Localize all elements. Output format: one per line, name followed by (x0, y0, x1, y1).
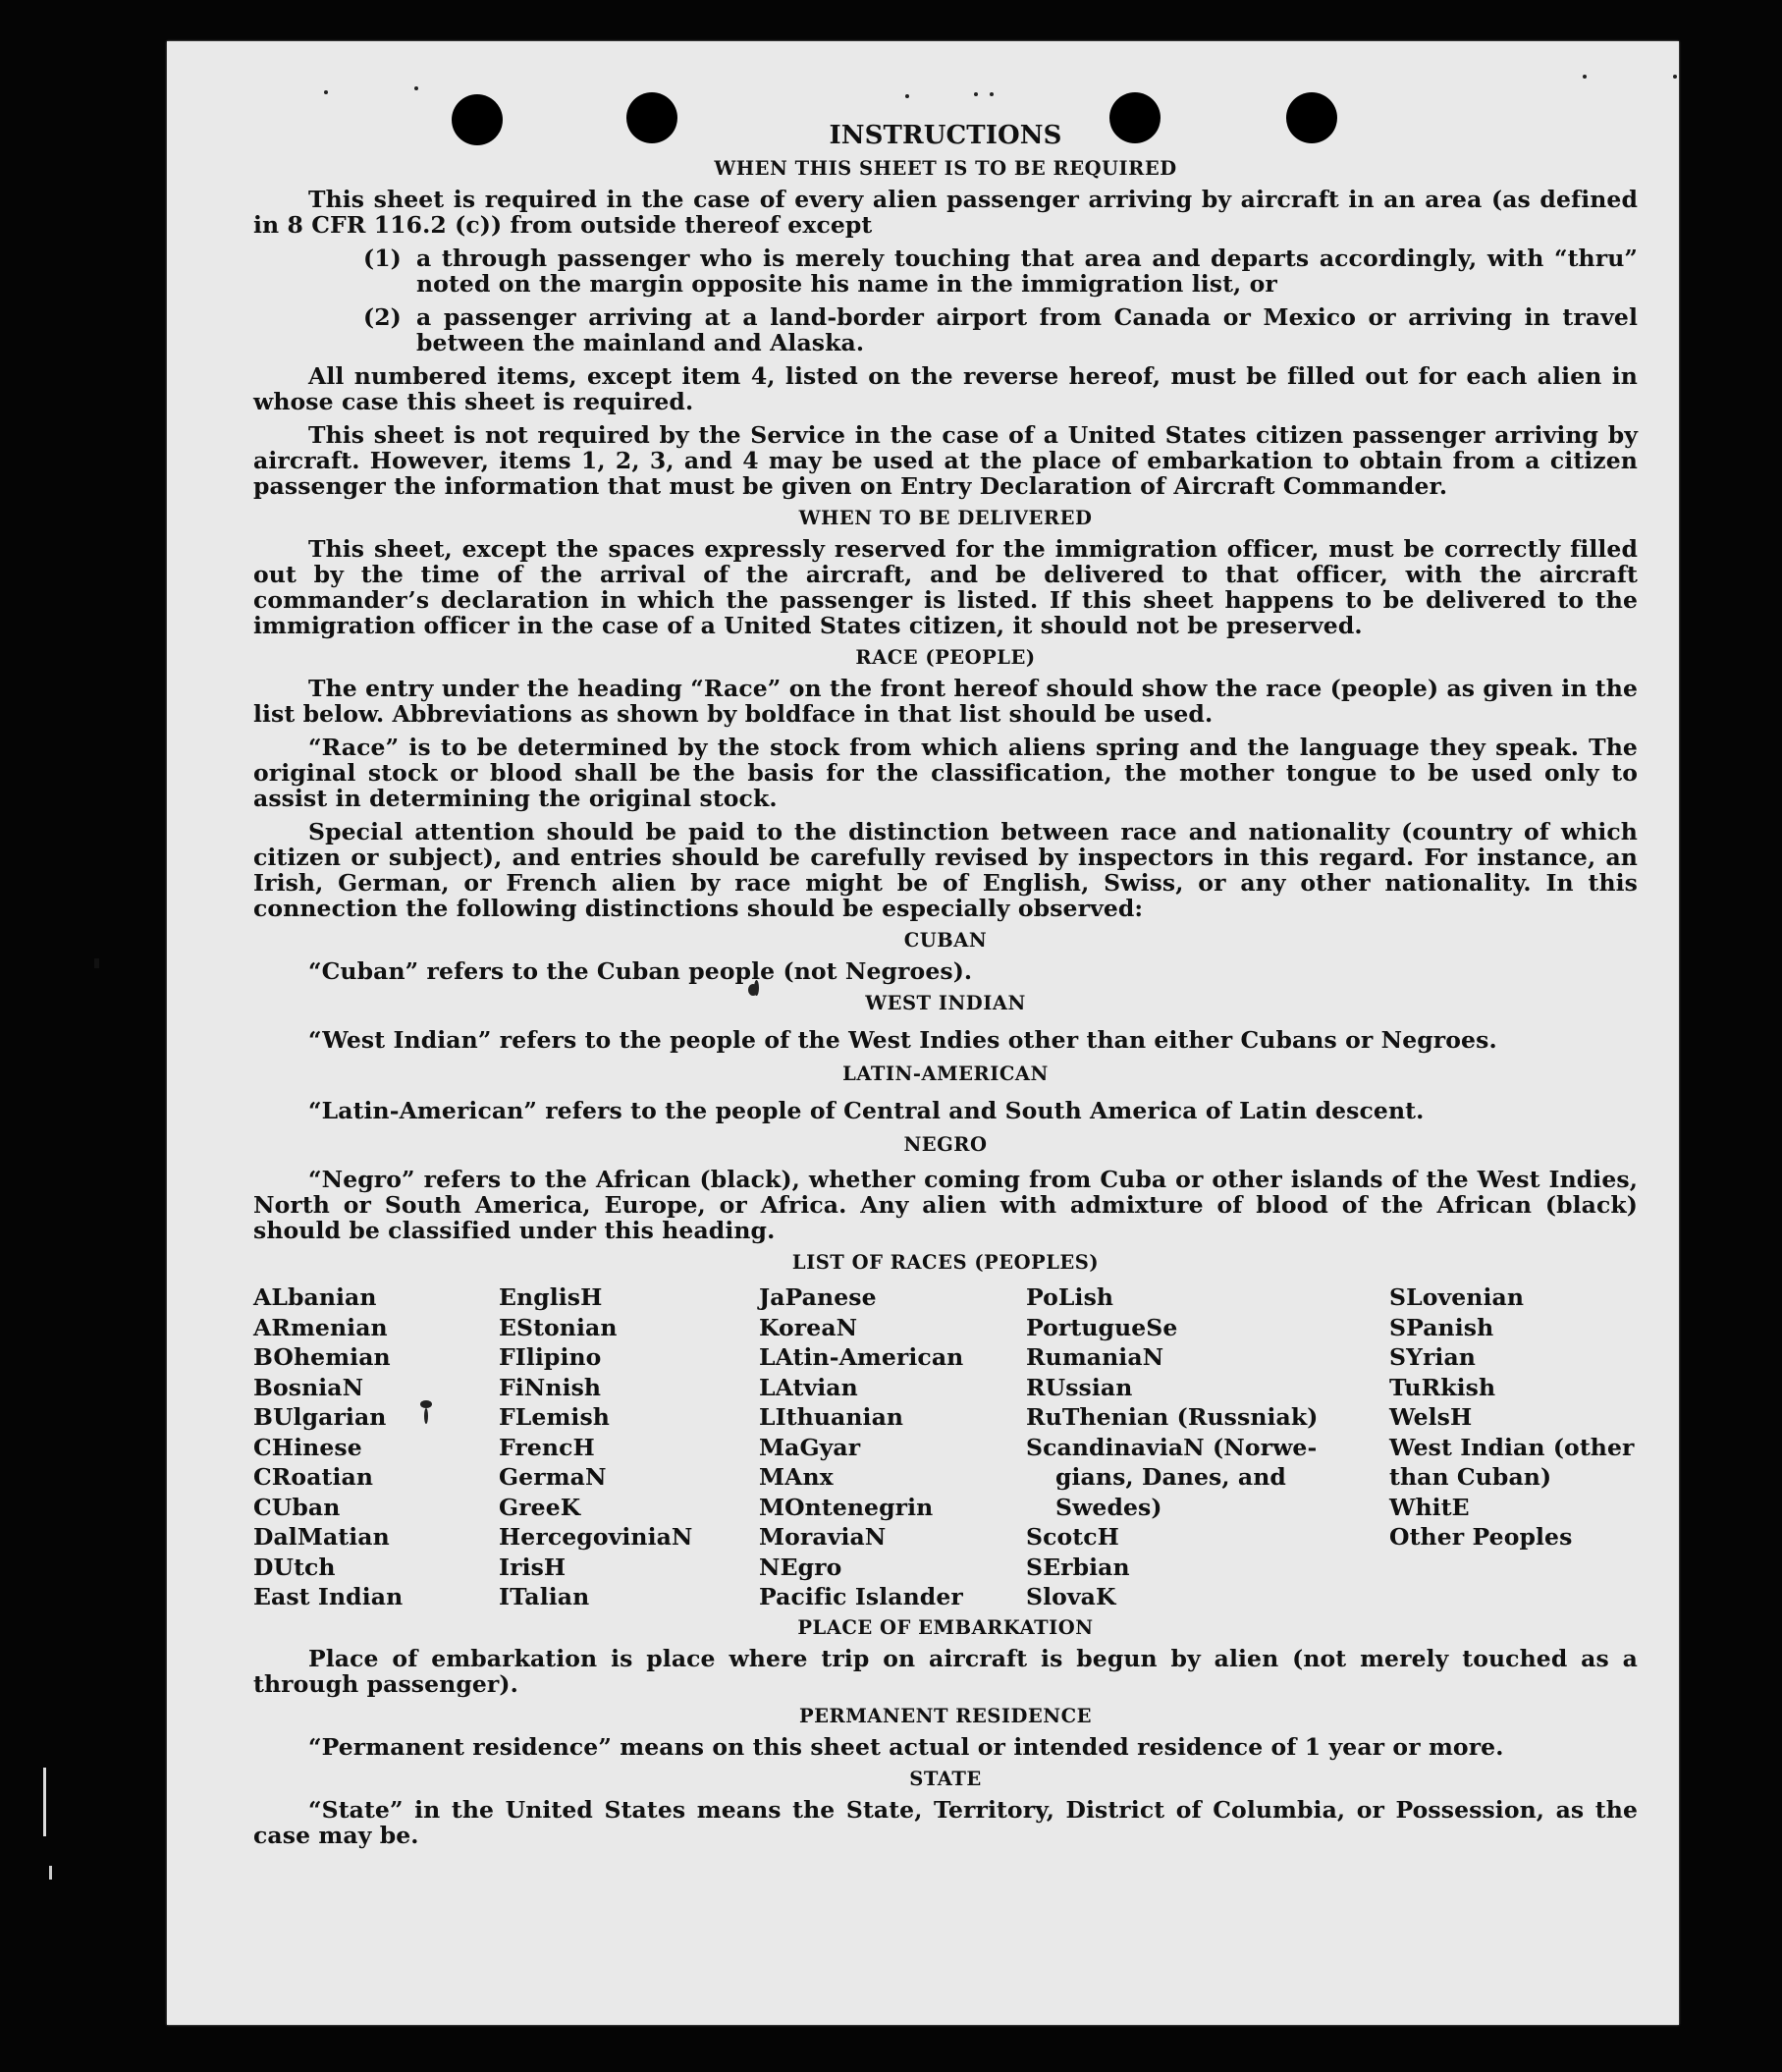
race-entry: Other Peoples (1389, 1523, 1573, 1551)
race-entry: EStonian (499, 1313, 618, 1341)
races-column (499, 1282, 759, 1612)
race-entry: CRoatian (253, 1463, 374, 1491)
race-entry: WhitE (1389, 1493, 1470, 1521)
race-entry: LAtvian (759, 1373, 858, 1401)
race-entry: than Cuban) (1389, 1463, 1552, 1491)
race-entry: SlovaK (1026, 1583, 1116, 1610)
race-entry: RuThenian (Russniak) (1026, 1403, 1319, 1431)
item-text: a passenger arriving at a land-border airport from Canada or Mexico or arriving in travel between the mainland and Alaska. (416, 303, 1638, 356)
scan-mark (94, 958, 99, 968)
race-entry: ARmenian (253, 1313, 388, 1341)
speck (974, 92, 978, 96)
paragraph: This sheet, except the spaces expressly reserved for the immigration officer, must be correctly filled out by the time of the arrival of the aircraft, and be delivered to that officer, with the aircraft commander’s declaration in which the passenger is listed. If this sheet happens to be delivered to the immigration officer in the case of a United States citizen, it should not be preserved. (253, 535, 1638, 639)
race-entry: TuRkish (1389, 1373, 1496, 1401)
paragraph: “Latin-American” refers to the people of Central and South America of Latin descent. (308, 1097, 1425, 1124)
paragraph: This sheet is required in the case of every alien passenger arriving by aircraft in an area (as defined in 8 CFR 116.2 (c)) from outside thereof except (253, 186, 1638, 239)
race-entry: ScandinaviaN (Norwe- (1026, 1433, 1318, 1461)
paragraph: “Race” is to be determined by the stock from which aliens spring and the language they speak. The original stock or blood shall be the basis for the classification, the mother tongue to be used only to assist in determining the original stock. (253, 734, 1638, 812)
race-entry: East Indian (253, 1583, 404, 1610)
race-entry: NEgro (759, 1553, 842, 1581)
race-entry: gians, Danes, and (1055, 1463, 1286, 1491)
race-entry: SYrian (1389, 1343, 1476, 1371)
races-column (759, 1282, 1026, 1612)
speck (1673, 75, 1677, 79)
race-entry: MaGyar (759, 1433, 861, 1461)
races-column (1026, 1282, 1321, 1612)
item-number: (2) (363, 303, 402, 331)
list-item (253, 304, 1638, 355)
heading-place-of-embarkation: PLACE OF EMBARKATION (797, 1615, 1094, 1639)
race-entry: Swedes) (1055, 1493, 1162, 1521)
races-column (253, 1282, 499, 1612)
heading-list-of-races: LIST OF RACES (PEOPLES) (791, 1251, 1100, 1274)
race-entry: RumaniaN (1026, 1343, 1164, 1371)
race-entry: CUban (253, 1493, 341, 1521)
race-entry: BOhemian (253, 1343, 391, 1371)
paragraph: “Permanent residence” means on this sheet actual or intended residence of 1 year or more. (308, 1732, 1504, 1761)
race-entry: PoLish (1026, 1283, 1114, 1311)
race-entry: BosniaN (253, 1373, 364, 1401)
race-entry: West Indian (other (1389, 1433, 1635, 1461)
speck (905, 94, 909, 98)
paragraph: Special attention should be paid to the distinction between race and nationality (country of which citizen or subject), and entries should be carefully revised by inspectors in this regard. For instance, an Irish, German, or French alien by race might be of English, Swiss, or any other nationality. In this connection the following distinctions should be especially observed: (253, 818, 1638, 922)
race-entry: MoraviaN (759, 1523, 887, 1551)
paragraph: This sheet is not required by the Service in the case of a United States citizen passenger arriving by aircraft. However, items 1, 2, 3, and 4 may be used at the place of embarkation to obtain from a citizen passenger the information that must be given on Entry Declaration of Aircraft Commander. (253, 421, 1638, 500)
race-entry: ScotcH (1026, 1523, 1119, 1551)
exception-list (253, 245, 1638, 355)
item-text: a through passenger who is merely touching that area and departs accordingly, with “thru” noted on the margin opposite his name in the immigration list, or (416, 245, 1638, 298)
race-entry: DalMatian (253, 1523, 390, 1551)
race-entry: WelsH (1389, 1403, 1473, 1431)
race-entry: GermaN (499, 1463, 607, 1491)
document-sheet (167, 41, 1679, 2025)
paragraph: “West Indian” refers to the people of the West Indies other than either Cubans or Negroes. (308, 1026, 1497, 1054)
race-entry: HercegoviniaN (499, 1523, 693, 1551)
race-entry: Pacific Islander (759, 1583, 963, 1610)
paragraph: “State” in the United States means the State, Territory, District of Columbia, or Possession, as the case may be. (253, 1795, 1638, 1849)
race-entry: ITalian (499, 1583, 590, 1610)
race-entry: SErbian (1026, 1553, 1130, 1581)
speck (324, 90, 328, 94)
race-entry: DUtch (253, 1553, 336, 1581)
race-entry: MOntenegrin (759, 1493, 934, 1521)
paragraph: Place of embarkation is place where trip on aircraft is begun by alien (not merely touched as a through passenger). (253, 1644, 1638, 1698)
race-entry: EnglisH (499, 1283, 603, 1311)
race-entry: LIthuanian (759, 1403, 904, 1431)
paragraph: The entry under the heading “Race” on the front hereof should show the race (people) as given in the list below. Abbreviations as shown by boldface in that list should be used. (253, 675, 1638, 728)
heading-west-indian: WEST INDIAN (865, 992, 1026, 1014)
paragraph: “Negro” refers to the African (black), whether coming from Cuba or other islands of the West Indies, North or South America, Europe, or Africa. Any alien with admixture of blood of the African (black) should be classified under this heading. (253, 1166, 1638, 1244)
scan-mark (49, 1866, 52, 1880)
race-entry: FIlipino (499, 1343, 602, 1371)
race-entry: PortugueSe (1026, 1313, 1178, 1341)
heading-permanent-residence: PERMANENT RESIDENCE (798, 1704, 1092, 1727)
races-column (1321, 1282, 1654, 1612)
race-entry: ALbanian (253, 1283, 377, 1311)
race-entry: FLemish (499, 1403, 610, 1431)
heading-cuban: CUBAN (903, 929, 988, 952)
race-entry: SLovenian (1389, 1283, 1525, 1311)
paragraph: All numbered items, except item 4, listed on the reverse hereof, must be filled out for each alien in whose case this sheet is required. (253, 362, 1638, 415)
heading-race: RACE (PEOPLE) (855, 646, 1036, 669)
race-entry: LAtin-American (759, 1343, 964, 1371)
race-entry: FiNnish (499, 1373, 602, 1401)
heading-when-delivered: WHEN TO BE DELIVERED (798, 507, 1093, 529)
race-entry: BUlgarian (253, 1403, 387, 1431)
item-number: (1) (363, 245, 402, 272)
race-entry: KoreaN (759, 1313, 858, 1341)
scan-mark (43, 1768, 46, 1836)
race-entry: CHinese (253, 1433, 362, 1461)
speck (414, 86, 418, 90)
heading-negro: NEGRO (903, 1133, 988, 1156)
race-entry: MAnx (759, 1463, 834, 1491)
race-entry: RUssian (1026, 1373, 1133, 1401)
race-entry: JaPanese (759, 1283, 877, 1311)
list-item (253, 245, 1638, 297)
heading-latin-american: LATIN-AMERICAN (842, 1063, 1049, 1085)
races-table (253, 1282, 1638, 1612)
heading-state: STATE (909, 1767, 982, 1790)
race-entry: IrisH (499, 1553, 567, 1581)
race-entry: FrencH (499, 1433, 595, 1461)
speck (1583, 75, 1587, 79)
race-entry: SPanish (1389, 1313, 1494, 1341)
speck (990, 92, 994, 96)
instructions-content (253, 120, 1638, 1856)
race-entry: GreeK (499, 1493, 581, 1521)
paragraph: “Cuban” refers to the Cuban people (not Negroes). (308, 957, 973, 985)
page-title: INSTRUCTIONS (829, 121, 1062, 150)
heading-when-required: WHEN THIS SHEET IS TO BE REQUIRED (714, 157, 1177, 180)
